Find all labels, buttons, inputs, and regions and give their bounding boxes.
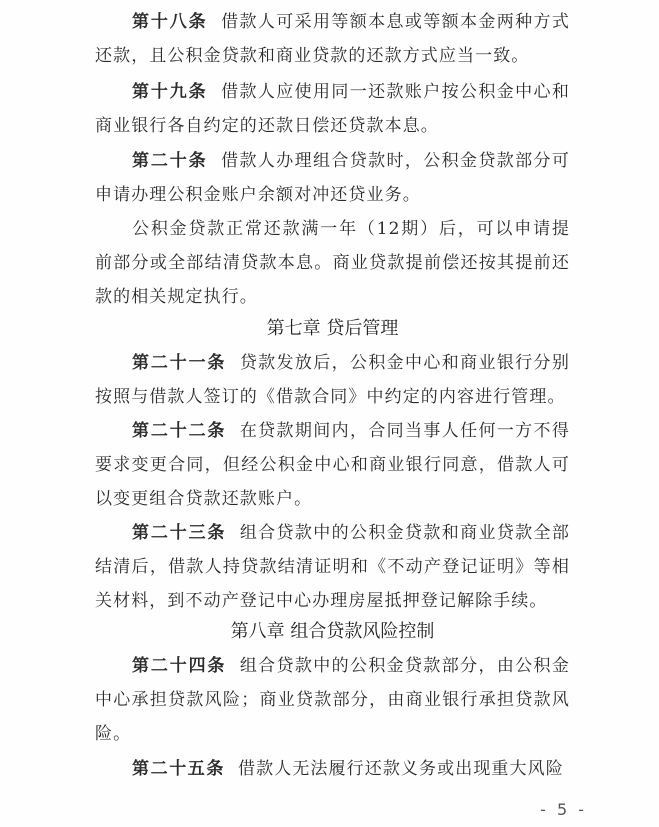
article-text: 借款人无法履行还款义务或出现重大风险	[238, 759, 564, 779]
article-number: 第十九条	[132, 82, 208, 102]
article-number: 第二十五条	[132, 759, 225, 779]
article-number: 第二十三条	[132, 523, 227, 543]
article-22	[95, 414, 570, 516]
article-number: 第二十一条	[132, 353, 227, 373]
article-number: 第二十四条	[132, 656, 227, 676]
article-25	[95, 752, 570, 786]
article-18	[95, 5, 570, 73]
article-19	[95, 75, 570, 143]
article-text: 组合贷款中的公积金贷款部分，由公积金中心承担贷款风险；商业贷款部分，由商业银行承担贷款风险。	[95, 656, 570, 744]
article-21	[95, 346, 570, 414]
article-number: 第十八条	[132, 12, 208, 32]
article-text: 组合贷款中的公积金贷款和商业贷款全部结清后，借款人持贷款结清证明和《不动产登记证明》等相关材料，到不动产登记中心办理房屋抵押登记解除手续。	[95, 523, 570, 611]
article-24	[95, 649, 570, 751]
article-text: 公积金贷款正常还款满一年（12期）后，可以申请提前部分或全部结清贷款本息。商业贷款提前偿还按其提前还款的相关规定执行。	[95, 219, 570, 307]
chapter-7-heading: 第七章 贷后管理	[266, 318, 399, 339]
article-text: 贷款发放后，公积金中心和商业银行分别按照与借款人签订的《借款合同》中约定的内容进行管理。	[95, 353, 570, 407]
article-number: 第二十二条	[132, 421, 227, 441]
article-20	[95, 144, 570, 212]
article-23	[95, 516, 570, 618]
article-text: 借款人办理组合贷款时，公积金贷款部分可申请办理公积金账户余额对冲还贷业务。	[95, 151, 570, 205]
chapter-8-heading: 第八章 组合贷款风险控制	[230, 621, 435, 642]
article-20-continuation	[95, 212, 570, 314]
article-text: 在贷款期间内，合同当事人任何一方不得要求变更合同，但经公积金中心和商业银行同意，借款人可以变更组合贷款还款账户。	[95, 421, 570, 509]
article-number: 第二十条	[132, 151, 208, 171]
article-text: 借款人可采用等额本息或等额本金两种方式还款，且公积金贷款和商业贷款的还款方式应当一致。	[95, 12, 570, 66]
article-text: 借款人应使用同一还款账户按公积金中心和商业银行各自约定的还款日偿还贷款本息。	[95, 82, 570, 136]
page-number: - 5 -	[540, 800, 587, 819]
